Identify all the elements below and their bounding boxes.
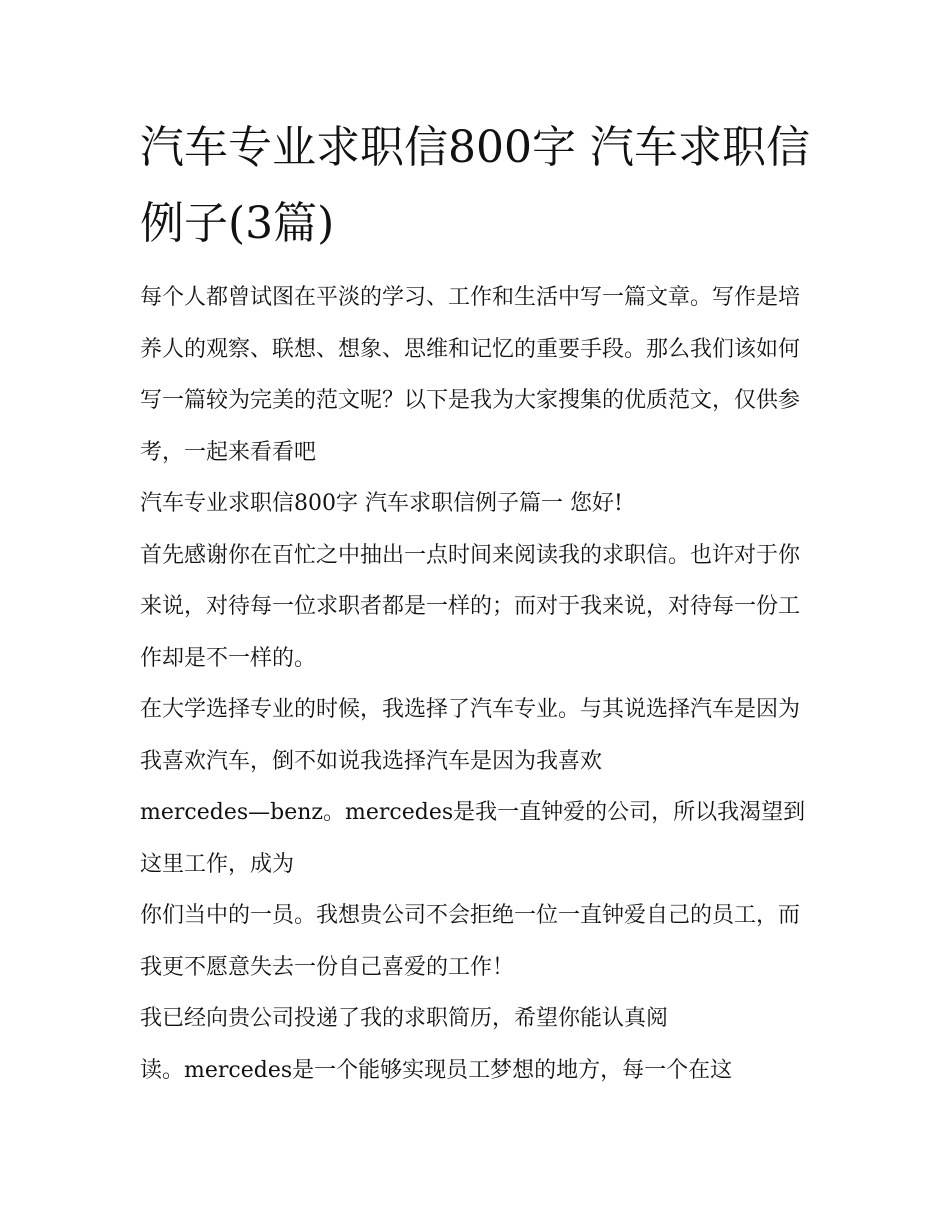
paragraph-dream: 读。mercedes是一个能够实现员工梦想的地方，每一个在这 [140,1057,733,1083]
document-title: 汽车专业求职信800字 汽车求职信例子(3篇) [140,122,810,249]
paragraph-thanks: 首先感谢你在百忙之中抽出一点时间来阅读我的求职信。也许对于你来说，对待每一位求职者都是一样的；而对于我来说，对待每一份工作却是不一样的。 [140,542,801,671]
document-page [140,110,812,1096]
paragraph-intro: 每个人都曾试图在平淡的学习、工作和生活中写一篇文章。写作是培养人的观察、联想、想象、思维和记忆的重要手段。那么我们该如何写一篇较为完美的范文呢？以下是我为大家搜集的优质范文，仅供参考，一起来看看吧 [140,285,801,465]
paragraph-resume: 我已经向贵公司投递了我的求职简历，希望你能认真阅 [140,1006,669,1031]
paragraph-major-choice: 在大学选择专业的时候，我选择了汽车专业。与其说选择汽车是因为我喜欢汽车，倒不如说我选择汽车是因为我喜欢 [140,697,801,774]
paragraph-letter-heading: 汽车专业求职信800字 汽车求职信例子篇一 您好! [140,491,623,516]
paragraph-member: 你们当中的一员。我想贵公司不会拒绝一位一直钟爱自己的员工，而我更不愿意失去一份自己喜爱的工作！ [140,903,801,980]
document-body [140,272,812,1096]
paragraph-mercedes: mercedes—benz。mercedes是我一直钟爱的公司，所以我渴望到这里工作，成为 [140,800,806,877]
